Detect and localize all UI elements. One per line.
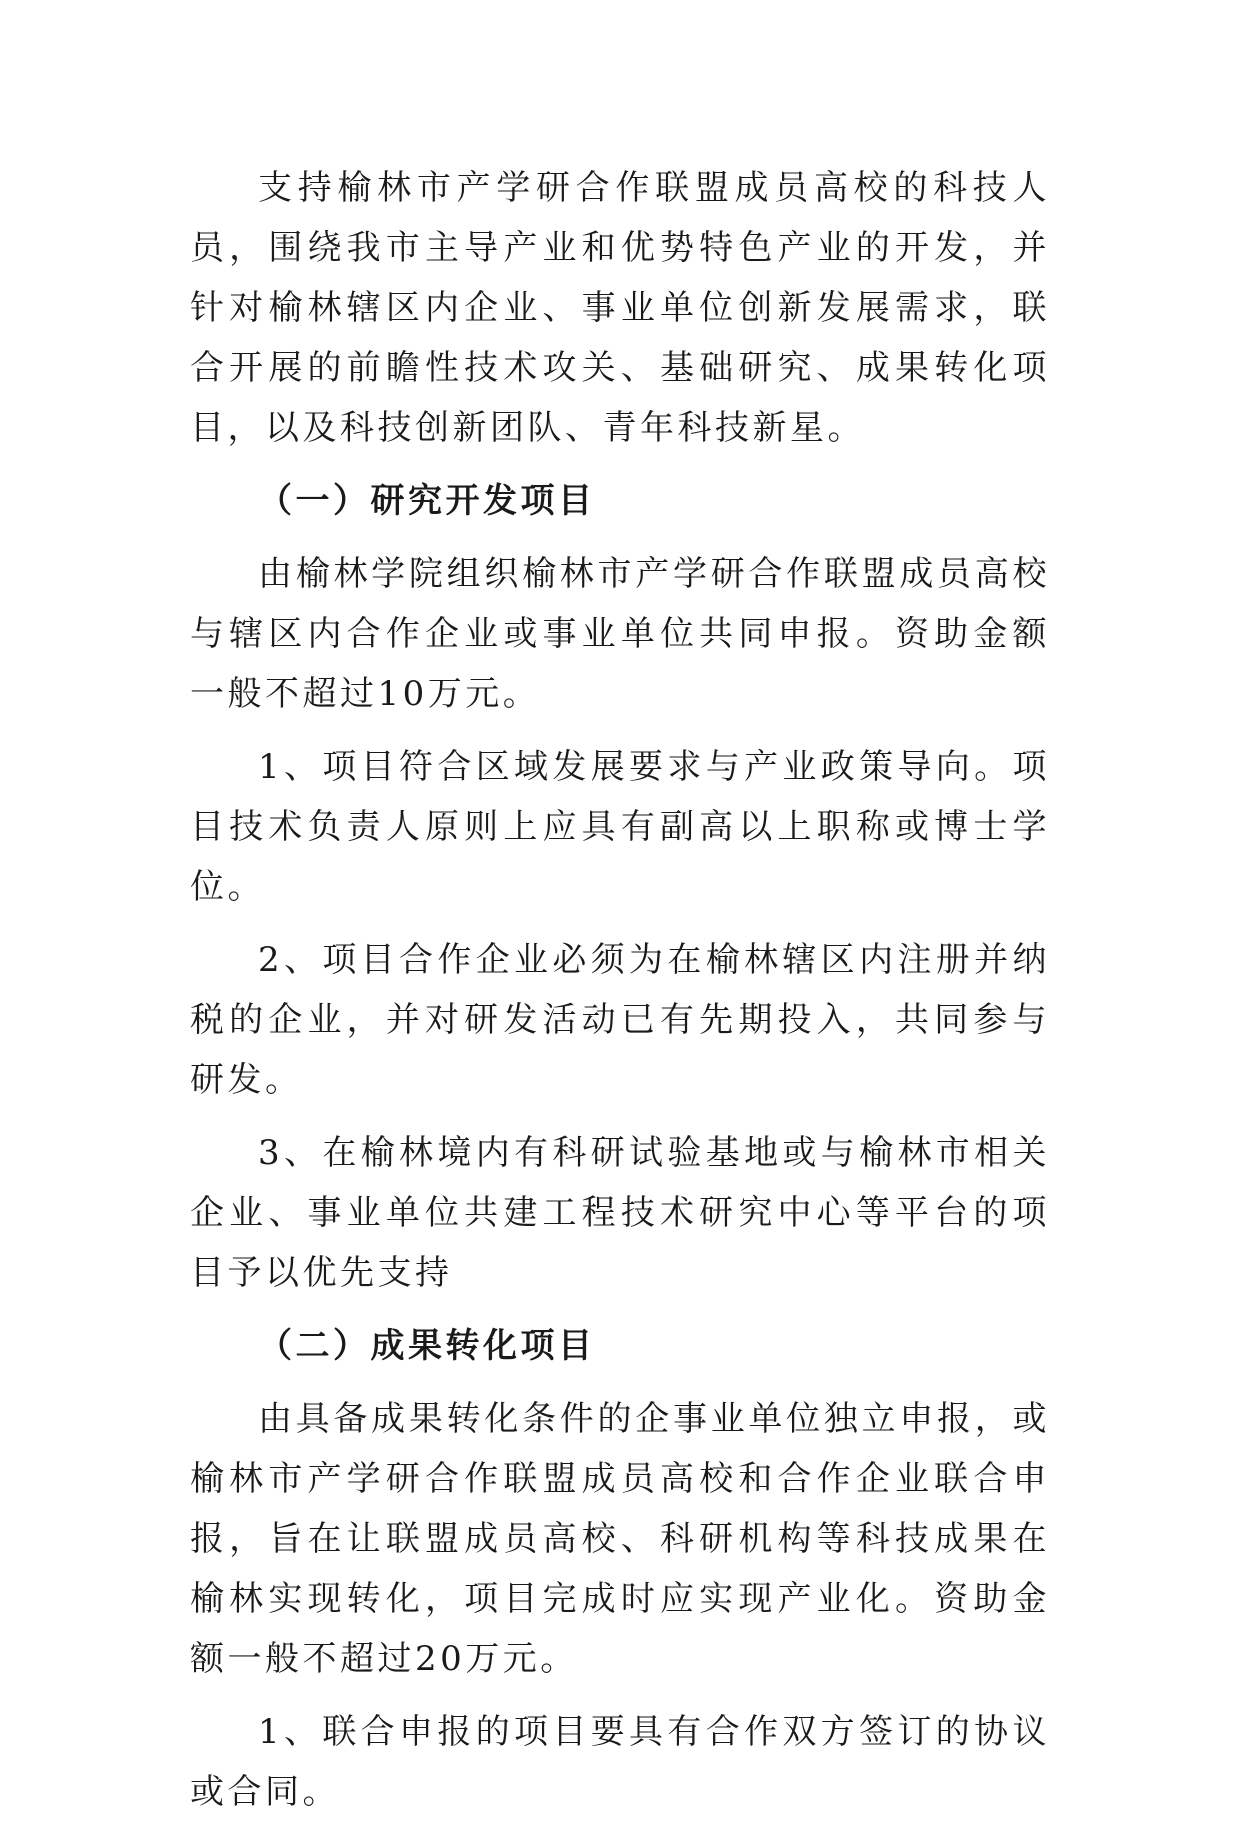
intro-paragraph: 支持榆林市产学研合作联盟成员高校的科技人员，围绕我市主导产业和优势特色产业的开发，并针对榆林辖区内企业、事业单位创新发展需求，联合开展的前瞻性技术攻关、基础研究、成果转化项目，以及科技创新团队、青年科技新星。 xyxy=(190,168,1050,448)
section-heading-research-development: （一）研究开发项目 xyxy=(258,481,596,521)
research-development-description: 由榆林学院组织榆林市产学研合作联盟成员高校与辖区内合作企业或事业单位共同申报。资助金额一般不超过10万元。 xyxy=(190,554,1050,714)
research-development-item-2: 2、项目合作企业必须为在榆林辖区内注册并纳税的企业，并对研发活动已有先期投入，共同参与研发。 xyxy=(190,940,1050,1100)
achievement-transformation-item-1: 1、联合申报的项目要具有合作双方签订的协议或合同。 xyxy=(190,1712,1050,1812)
achievement-transformation-description: 由具备成果转化条件的企事业单位独立申报，或榆林市产学研合作联盟成员高校和合作企业联合申报，旨在让联盟成员高校、科研机构等科技成果在榆林实现转化，项目完成时应实现产业化。资助金额一般不超过20万元。 xyxy=(190,1399,1050,1679)
research-development-item-1: 1、项目符合区域发展要求与产业政策导向。项目技术负责人原则上应具有副高以上职称或博士学位。 xyxy=(190,747,1050,907)
document-body xyxy=(190,158,1050,1835)
section-heading-achievement-transformation: （二）成果转化项目 xyxy=(258,1326,596,1366)
research-development-item-3: 3、在榆林境内有科研试验基地或与榆林市相关企业、事业单位共建工程技术研究中心等平台的项目予以优先支持 xyxy=(190,1133,1050,1293)
